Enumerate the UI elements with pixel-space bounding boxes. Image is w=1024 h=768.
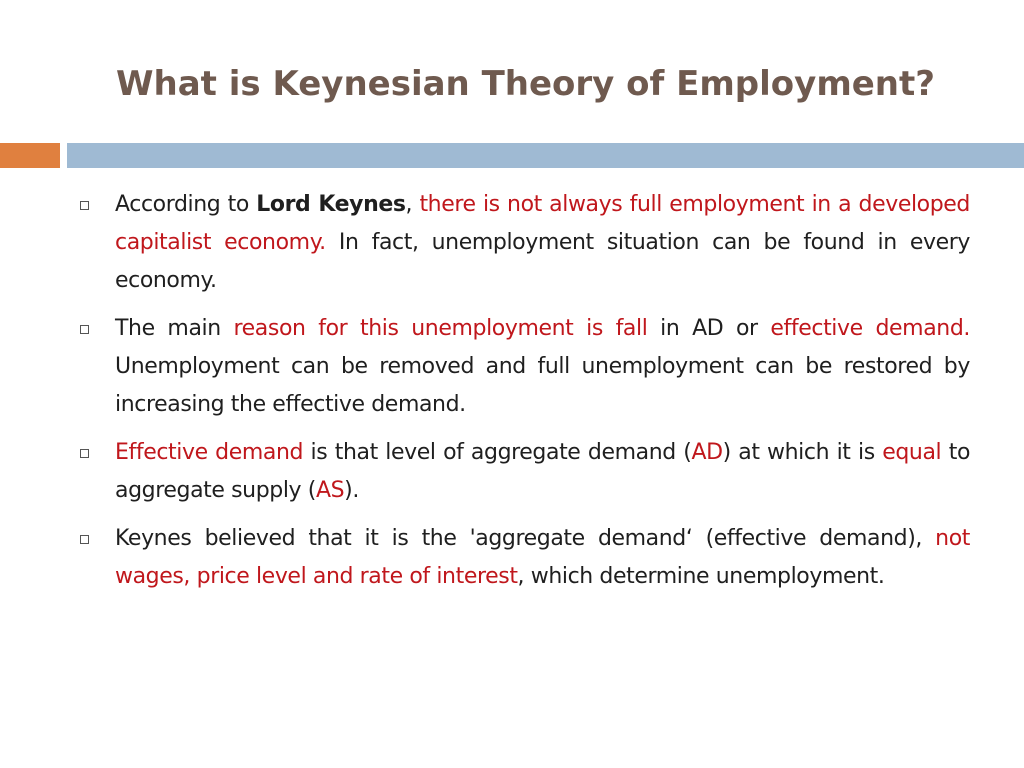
- bullet-text: [115, 434, 970, 510]
- body-text: Keynes believed that it is the 'aggregate demand‘ (effective demand),: [115, 526, 936, 551]
- highlighted-text: Effective demand: [115, 440, 304, 465]
- bullet-item: [0, 520, 1024, 596]
- body-text: , which determine unemployment.: [517, 564, 885, 589]
- body-text: The main: [115, 316, 234, 341]
- body-text: Unemployment can be removed and full unemployment can be restored by increasing the effective demand.: [115, 354, 970, 417]
- square-bullet-icon: [80, 535, 89, 544]
- body-text: According to: [115, 192, 257, 217]
- body-text: in AD or: [647, 316, 771, 341]
- body-text: ) at which it is: [722, 440, 883, 465]
- bullet-item: [0, 434, 1024, 510]
- bullet-item: [0, 310, 1024, 424]
- highlighted-text: equal: [882, 440, 942, 465]
- title-divider-bar: [67, 143, 1024, 168]
- highlighted-text: AS: [315, 478, 345, 503]
- highlighted-text: not wages, price level and rate of interest: [115, 526, 970, 589]
- body-text: ,: [405, 192, 420, 217]
- highlighted-text: AD: [691, 440, 723, 465]
- body-text: In fact, unemployment situation can be found in every economy.: [115, 230, 970, 293]
- highlighted-text: there is not always full employment in a developed capitalist economy.: [115, 192, 970, 255]
- bullet-text: [115, 186, 970, 300]
- body-text: is that level of aggregate demand (: [303, 440, 692, 465]
- bullet-text: [115, 310, 970, 424]
- bullet-text: [115, 520, 970, 596]
- square-bullet-icon: [80, 449, 89, 458]
- square-bullet-icon: [80, 201, 89, 210]
- bullet-item: [0, 186, 1024, 300]
- bullet-list: [0, 186, 1024, 606]
- body-text: to aggregate supply (: [115, 440, 971, 503]
- accent-bar: [0, 143, 60, 168]
- highlighted-text: effective demand.: [770, 316, 970, 341]
- bold-text: Lord Keynes: [256, 192, 406, 217]
- square-bullet-icon: [80, 325, 89, 334]
- slide-title: What is Keynesian Theory of Employment?: [116, 64, 935, 104]
- body-text: ).: [344, 478, 359, 503]
- highlighted-text: reason for this unemployment is fall: [233, 316, 648, 341]
